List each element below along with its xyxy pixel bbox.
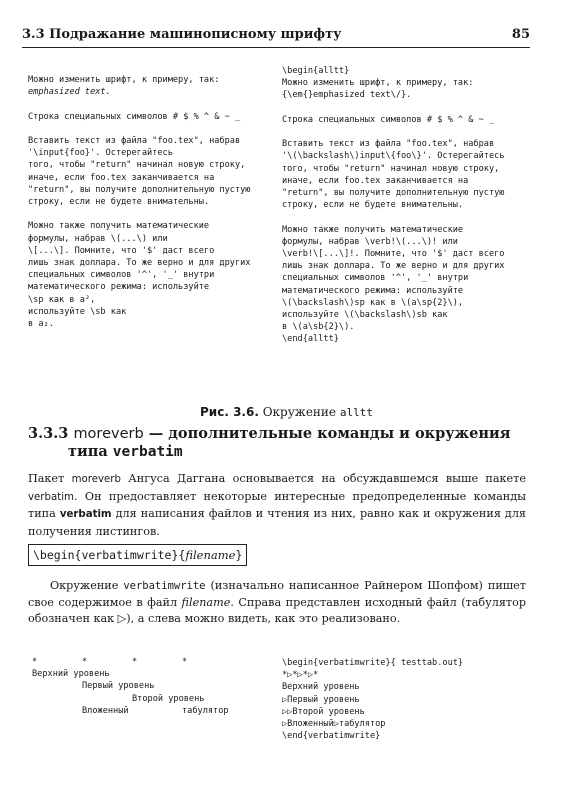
figure-source-line: иначе, если foo.tex заканчивается на (282, 175, 469, 186)
section-number: 3.3.3 (28, 425, 69, 442)
running-header (22, 27, 530, 45)
figure-output-line: формулы, набрав \(...\) или (28, 233, 168, 244)
paragraph-verbatimwrite (28, 578, 526, 628)
para2-text-1: Окружение (50, 579, 124, 592)
figure-source-column (282, 65, 504, 346)
page-number: 85 (511, 27, 530, 42)
tab-source-line: ▷Первый уровень (282, 694, 360, 705)
figure-output-line: иначе, если foo.tex заканчивается на (28, 172, 215, 183)
para2-filename: filename (181, 595, 231, 609)
figure-source-line: \begin{alltt} (282, 66, 350, 76)
figure-output-line: \[...\]. Помните, что '$' даст всего (28, 245, 215, 256)
tab-output-cell: Верхний уровень (32, 669, 110, 680)
para1-text-4: для написания файлов и чтения из них, равно как и окружения для получения листингов. (28, 507, 526, 538)
figure-source-line (282, 126, 504, 138)
caption-text: Окружение (258, 405, 340, 419)
figure-source-line: {\em{}emphasized text\/}. (282, 90, 412, 101)
figure-output-line: \sp как в a², (28, 294, 101, 305)
figure-source-line: \verb!\[...\]!. Помните, что '$' даст всего (282, 249, 505, 260)
figure-output-line: специальных символов '^', '_' внутри (28, 270, 215, 281)
tab-output-cell: * (32, 657, 38, 667)
tab-output-cell: Второй уровень (132, 693, 205, 704)
tab-output-cell: Первый уровень (82, 681, 155, 692)
tab-output-example (32, 657, 262, 727)
figure-output-line: Вставить текст из файла "foo.tex", набрав (28, 136, 241, 147)
figure-output-line: '\input{foo}'. Остерегайтесь (28, 148, 173, 159)
figure-output-line: строку, если не будете внимательны. (28, 197, 210, 208)
figure-output-line (28, 98, 250, 110)
tab-source-line: \end{verbatimwrite} (282, 731, 381, 742)
figure-source-line: того, чтобы "return" начинал новую строку, (282, 163, 500, 174)
figure-source-line: лишь знак доллара. То же верно и для других (282, 261, 505, 272)
figure-output-line: Можно изменить шрифт, к примеру, так: (28, 75, 220, 85)
figure-source-line: Вставить текст из файла "foo.tex", набрав (282, 139, 495, 150)
figure-source-line: '\(\backslash\)input\{foo\}'. Остерегайтесь (282, 151, 505, 162)
tab-output-cell: * (82, 657, 88, 667)
figure-caption (0, 405, 573, 419)
figure-source-line: "return", вы получите дополнительную пустую (282, 188, 505, 199)
section-title-line2: типа (68, 443, 113, 460)
figure-source-line: строку, если не будете внимательны. (282, 200, 464, 211)
figure-output-column (28, 74, 250, 330)
figure-source-line: Можно изменить шрифт, к примеру, так: (282, 78, 474, 89)
section-title-env: verbatim (112, 444, 183, 460)
section-package: moreverb (73, 426, 144, 442)
tab-source-example (282, 657, 463, 742)
section-heading (28, 425, 518, 461)
figure-source-line (282, 102, 504, 114)
figure-output-line: emphasized text. (28, 87, 111, 98)
figure-output-line: Можно также получить математические (28, 221, 210, 232)
paragraph-intro (28, 471, 526, 540)
section-title-rest: — дополнительные команды и окружения (143, 425, 511, 442)
figure-output-line: "return", вы получите дополнительную пустую (28, 184, 251, 195)
caption-label: Рис. 3.6. (200, 405, 259, 419)
para2-text-2: (изначально написанное Райнером Шопфом) пишет свое содержимое в файл (28, 579, 526, 609)
figure-source-line: специальных символов '^', '_' внутри (282, 273, 469, 284)
figure-output-line (28, 123, 250, 135)
figure-output-line: математического режима: используйте (28, 282, 210, 293)
tab-source-line: *▷*▷*▷* (282, 670, 319, 681)
figure-output-line: в a₂. (28, 319, 54, 330)
para1-text-1: Пакет (28, 472, 72, 485)
figure-source-line: \end{alltt} (282, 334, 339, 345)
figure-output-line: лишь знак доллара. То же верно и для других (28, 258, 251, 269)
figure-output-line (28, 208, 250, 220)
para1-text-2: Ангуса Даггана основывается на обсуждавшемся выше пакете (120, 472, 526, 485)
tab-source-line: Верхний уровень (282, 682, 360, 693)
para1-text-3: . Он предоставляет некоторые интересные предопределенные команды типа (28, 489, 526, 520)
figure-output-line: используйте \sb как (28, 306, 127, 317)
para1-pkg-moreverb: moreverb (71, 474, 121, 485)
para2-env: verbatimwrite (123, 580, 206, 592)
para2-text-3: . Справа представлен исходный файл (табулятор обозначен как ▷), а слева можно видеть, как это реализовано. (28, 595, 526, 625)
tab-output-cell: табулятор (182, 705, 229, 716)
header-section-title: 3.3 Подражание машинописному шрифту (22, 27, 342, 42)
tab-source-line: \begin{verbatimwrite}{ testtab.out} (282, 658, 464, 668)
para1-cmd-verbatim: verbatim (59, 509, 112, 520)
figure-output-line: того, чтобы "return" начинал новую строку, (28, 160, 246, 171)
header-rule (22, 47, 530, 48)
tab-output-cell: Вложенный (82, 705, 129, 716)
tab-source-line: ▷Вложенный▷табулятор (282, 719, 386, 730)
tab-output-cell: * (132, 657, 138, 667)
syntax-box (28, 544, 247, 566)
syntax-arg: filename (185, 548, 236, 562)
syntax-close: } (235, 548, 243, 562)
caption-env: alltt (339, 406, 373, 419)
figure-source-line: Строка специальных символов # $ % ^ & ~ _ (282, 114, 495, 125)
para1-pkg-verbatim: verbatim (28, 491, 74, 503)
figure-source-line (282, 211, 504, 223)
figure-source-line: формулы, набрав \verb!\(...\)! или (282, 236, 458, 247)
tab-source-line: ▷▷Второй уровень (282, 706, 365, 717)
figure-source-line: \(\backslash\)sp как в \(a\sp{2}\), (282, 297, 464, 308)
tab-output-cell: * (182, 657, 188, 667)
figure-source-line: математического режима: используйте (282, 285, 464, 296)
figure-source-line: используйте \(\backslash\)sb как (282, 310, 448, 321)
figure-source-line: в \(a\sb{2}\). (282, 322, 355, 333)
figure-source-line: Можно также получить математические (282, 224, 464, 235)
figure-output-line: Строка специальных символов # $ % ^ & ~ _ (28, 111, 241, 122)
syntax-code: \begin{verbatimwrite}{ (33, 548, 186, 562)
